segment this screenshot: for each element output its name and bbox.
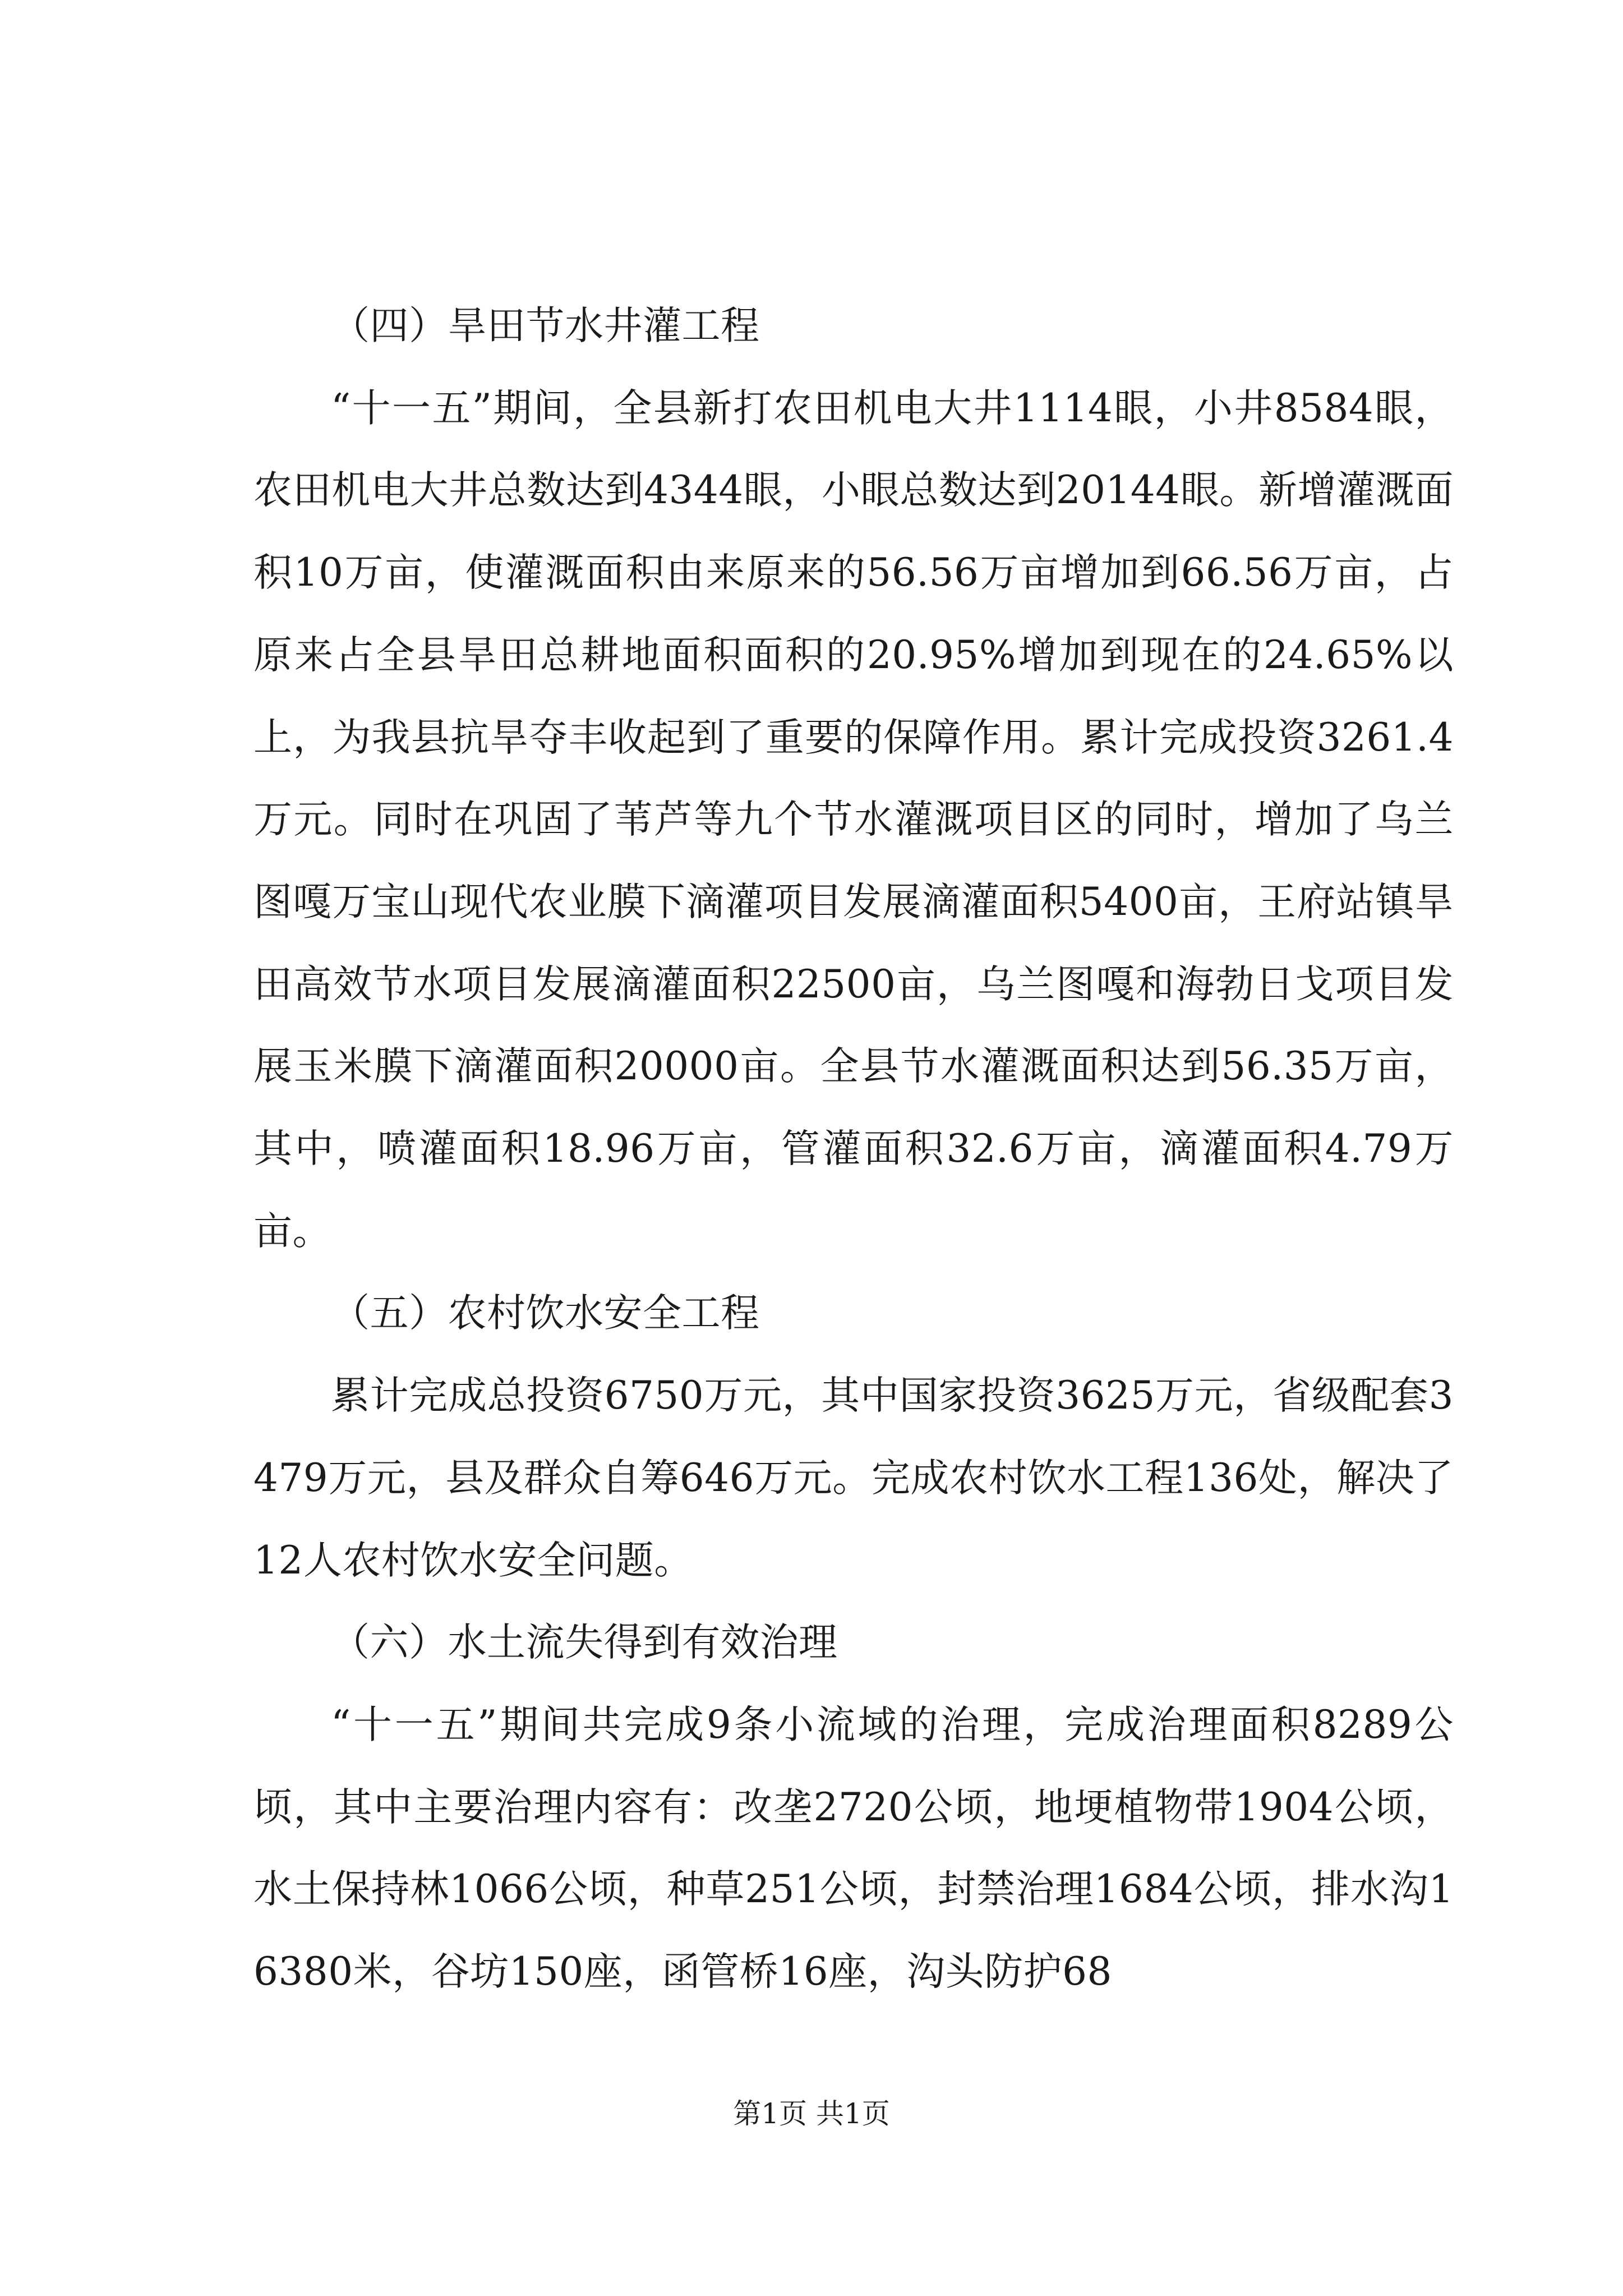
section-heading-5: （五）农村饮水安全工程 [331, 1291, 760, 1336]
section-paragraph-6: “十一五”期间共完成9条小流域的治理，完成治理面积8289公顷，其中主要治理内容有：改垄2720公顷，地埂植物带1904公顷，水土保持林1066公顷，种草251公顷，封禁治理1684公顷，排水沟16380米，谷坊150座，函管桥16座，沟头防护68 [253, 1702, 1454, 1995]
document-body [253, 285, 1454, 2013]
section-heading-4: （四）旱田节水井灌工程 [331, 303, 760, 348]
section-paragraph-5: 累计完成总投资6750万元，其中国家投资3625万元，省级配套3479万元，县及群众自筹646万元。完成农村饮水工程136处，解决了12人农村饮水安全问题。 [253, 1373, 1454, 1583]
page-footer: 第1页 共1页 [733, 2097, 890, 2130]
section-heading-6: （六）水土流失得到有效治理 [331, 1620, 838, 1665]
section-paragraph-4: “十一五”期间，全县新打农田机电大井1114眼，小井8584眼，农田机电大井总数达到4344眼，小眼总数达到20144眼。新增灌溉面积10万亩，使灌溉面积由来原来的56.56万亩增加到66.56万亩，占原来占全县旱田总耕地面积面积的20.95%增加到现在的24.65%以上，为我县抗旱夺丰收起到了重要的保障作用。累计完成投资3261.4万元。同时在巩固了苇芦等九个节水灌溉项目区的同时，增加了乌兰图嘎万宝山现代农业膜下滴灌项目发展滴灌面积5400亩，王府站镇旱田高效节水项目发展滴灌面积22500亩，乌兰图嘎和海勃日戈项目发展玉米膜下滴灌面积20000亩。全县节水灌溉面积达到56.35万亩，其中，喷灌面积18.96万亩，管灌面积32.6万亩，滴灌面积4.79万亩。 [253, 385, 1454, 1254]
